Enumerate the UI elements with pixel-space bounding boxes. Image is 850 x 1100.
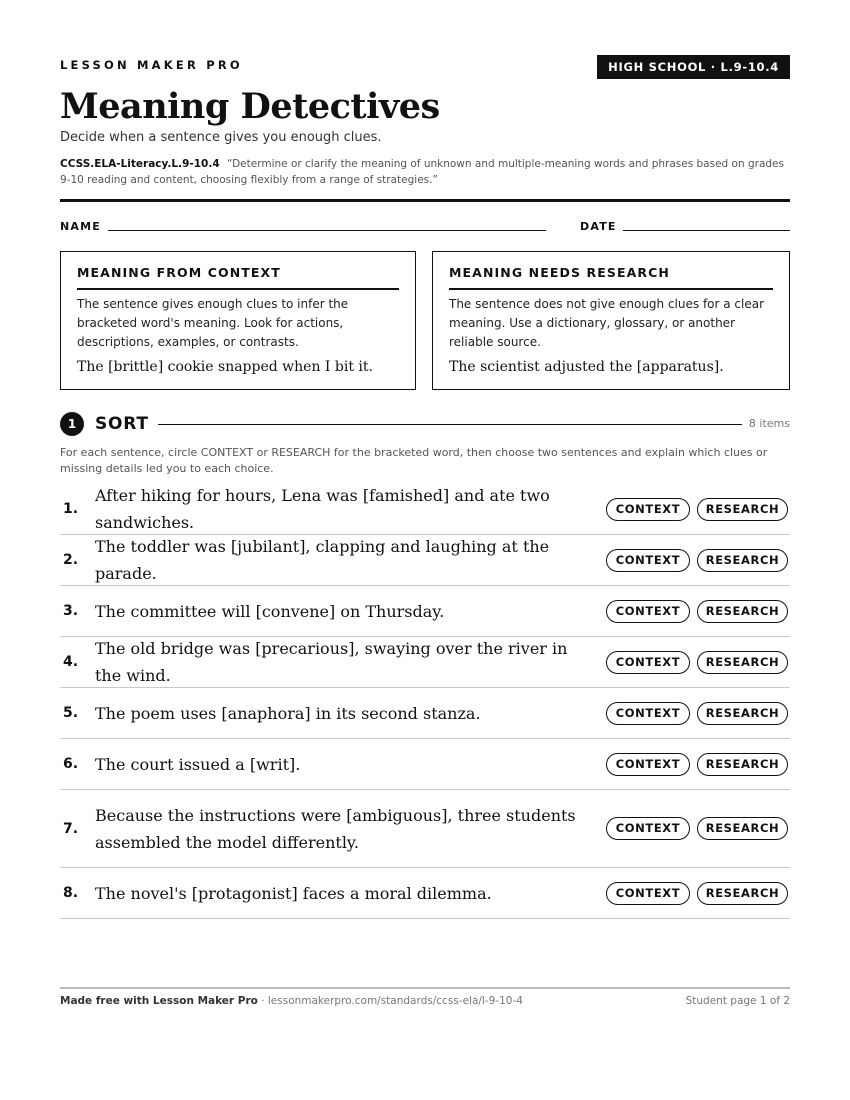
card-description: The sentence gives enough clues to infer the bracketed word's meaning. Look for actions, descriptions, examples, or contrasts. <box>77 297 349 349</box>
context-definition-card <box>60 251 416 390</box>
item-sentence: The toddler was [jubilant], clapping and laughing at the parade. <box>95 537 550 583</box>
card-example: The scientist adjusted the [apparatus]. <box>449 359 724 375</box>
footer-credit <box>60 995 523 1007</box>
research-choice-button[interactable]: RESEARCH <box>697 498 788 521</box>
research-choice-button[interactable]: RESEARCH <box>697 549 788 572</box>
card-title: MEANING NEEDS RESEARCH <box>449 265 670 280</box>
section-title: SORT <box>95 414 149 434</box>
research-choice-button[interactable]: RESEARCH <box>697 817 788 840</box>
card-divider <box>77 288 399 290</box>
item-sentence: After hiking for hours, Lena was [famished] and ate two sandwiches. <box>95 486 550 532</box>
item-sentence: The committee will [convene] on Thursday. <box>95 601 445 621</box>
research-choice-button[interactable]: RESEARCH <box>697 753 788 776</box>
sort-item-list <box>60 484 790 919</box>
worksheet-title: Meaning Detectives <box>60 86 440 127</box>
brand-name: LESSON MAKER PRO <box>60 58 243 72</box>
item-number: 6. <box>63 756 79 772</box>
header-divider <box>60 199 790 202</box>
page-indicator: Student page 1 of 2 <box>685 995 790 1007</box>
list-item <box>60 688 790 739</box>
item-number: 2. <box>63 552 79 568</box>
context-choice-button[interactable]: CONTEXT <box>606 651 690 674</box>
list-item <box>60 739 790 790</box>
card-description: The sentence does not give enough clues for a clear meaning. Use a dictionary, glossary, or another reliable source. <box>449 297 765 349</box>
sort-section-header <box>60 412 790 436</box>
list-item <box>60 790 790 868</box>
research-choice-button[interactable]: RESEARCH <box>697 600 788 623</box>
research-choice-button[interactable]: RESEARCH <box>697 702 788 725</box>
context-choice-button[interactable]: CONTEXT <box>606 549 690 572</box>
section-number-badge: 1 <box>60 412 84 436</box>
item-number: 7. <box>63 820 79 837</box>
item-number: 5. <box>63 705 79 721</box>
item-sentence: The novel's [protagonist] faces a moral dilemma. <box>95 883 492 903</box>
research-choice-button[interactable]: RESEARCH <box>697 651 788 674</box>
card-title: MEANING FROM CONTEXT <box>77 265 281 280</box>
list-item <box>60 586 790 637</box>
context-choice-button[interactable]: CONTEXT <box>606 817 690 840</box>
context-choice-button[interactable]: CONTEXT <box>606 600 690 623</box>
footer-made-with: Made free with Lesson Maker Pro <box>60 995 258 1007</box>
item-number: 4. <box>63 654 79 670</box>
list-item <box>60 637 790 688</box>
name-date-row <box>60 220 790 234</box>
worksheet-subtitle: Decide when a sentence gives you enough clues. <box>60 130 382 145</box>
list-item <box>60 535 790 586</box>
date-label: DATE <box>580 220 617 233</box>
context-choice-button[interactable]: CONTEXT <box>606 498 690 521</box>
standard-text: “Determine or clarify the meaning of unknown and multiple-meaning words and phrases based on grades 9-10 reading and content, choosing flexibly from a range of strategies.” <box>60 158 784 186</box>
section-instructions: For each sentence, circle CONTEXT or RESEARCH for the bracketed word, then choose two sentences and explain which clues or missing details led you to each choice. <box>60 446 768 475</box>
level-badge: HIGH SCHOOL · L.9-10.4 <box>597 55 790 79</box>
item-sentence: The court issued a [writ]. <box>95 754 301 774</box>
list-item <box>60 484 790 535</box>
section-divider <box>158 424 742 425</box>
date-field[interactable] <box>623 230 790 231</box>
item-sentence: The poem uses [anaphora] in its second stanza. <box>95 703 481 723</box>
item-number: 3. <box>63 603 79 619</box>
research-choice-button[interactable]: RESEARCH <box>697 882 788 905</box>
standard-code: CCSS.ELA-Literacy.L.9-10.4 <box>60 158 220 170</box>
name-field[interactable] <box>108 230 546 231</box>
item-number: 8. <box>63 885 79 901</box>
item-count: 8 items <box>748 417 790 430</box>
context-choice-button[interactable]: CONTEXT <box>606 702 690 725</box>
card-example: The [brittle] cookie snapped when I bit it. <box>77 359 373 375</box>
name-label: NAME <box>60 220 101 233</box>
footer-url[interactable]: · lessonmakerpro.com/standards/ccss-ela/l-9-10-4 <box>257 995 523 1007</box>
item-number: 1. <box>63 501 79 517</box>
context-choice-button[interactable]: CONTEXT <box>606 882 690 905</box>
research-definition-card <box>432 251 790 390</box>
list-item <box>60 868 790 919</box>
card-divider <box>449 288 773 290</box>
item-sentence: The old bridge was [precarious], swaying over the river in the wind. <box>95 639 568 685</box>
item-sentence: Because the instructions were [ambiguous], three students assembled the model differently. <box>95 805 576 852</box>
context-choice-button[interactable]: CONTEXT <box>606 753 690 776</box>
footer-divider <box>60 987 790 989</box>
standard-description <box>60 156 790 188</box>
